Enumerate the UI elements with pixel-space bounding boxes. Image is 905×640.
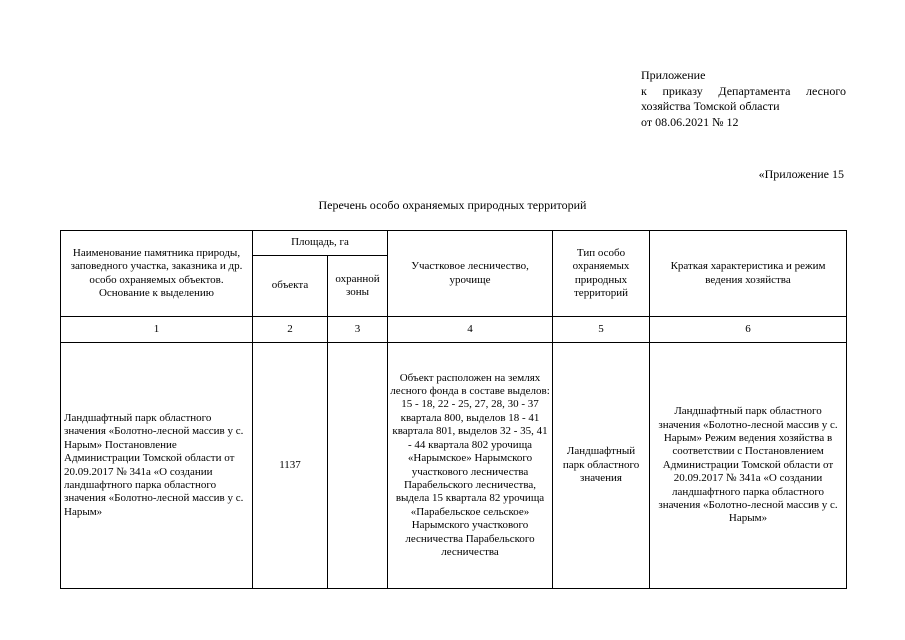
- header-type: Тип особо охраняемых природных территорий: [553, 231, 650, 317]
- header-area-object: объекта: [253, 256, 328, 317]
- cell-name: Ландшафтный парк областного значения «Болотно-лесной массив у с. Нарым» Постановление Администрации Томской области от 20.09.2017 № 341а «О создании ландшафтного парка областного значения «Болотно-лесной массив у с. Нарым»: [61, 343, 253, 589]
- header-description: Краткая характеристика и режим ведения хозяйства: [650, 231, 847, 317]
- column-numbers-row: [61, 317, 847, 343]
- appendix-line-2: к приказу Департамента лесного: [641, 83, 846, 98]
- cell-type: Ландшафтный парк областного значения: [553, 343, 650, 589]
- table-row: [61, 343, 847, 589]
- header-name: Наименование памятника природы, заповедного участка, заказника и др. особо охраняемых объектов. Основание к выделению: [61, 231, 253, 317]
- appendix-reference: «Приложение 15: [758, 167, 844, 181]
- header-forestry: Участковое лесничество, урочище: [388, 231, 553, 317]
- appendix-header: [641, 68, 846, 130]
- cell-forestry: Объект расположен на землях лесного фонда в составе выделов: 15 - 18, 22 - 25, 27, 28, 30 - 37 квартала 800, выделов 18 - 41 квартала 801, выделов 32 - 35, 41 - 44 квартала 802 урочища «Нарымское» Нарымского участкового лесничества Парабельского лесничества, выдела 15 квартала 82 урочища «Парабельское сельское» Нарымского участкового лесничества Парабельского лесничества: [388, 343, 553, 589]
- header-row-1: [61, 231, 847, 256]
- cell-area-object: 1137: [253, 343, 328, 589]
- appendix-line-4: от 08.06.2021 № 12: [641, 114, 739, 129]
- cell-area-zone: [328, 343, 388, 589]
- header-area: Площадь, га: [253, 231, 388, 256]
- cell-description: Ландшафтный парк областного значения «Болотно-лесной массив у с. Нарым» Режим ведения хозяйства в соответствии с Постановлением Администрации Томской области от 20.09.2017 № 341а «О создании ландшафтного парка областного значения «Болотно-лесной массив у с. Нарым»: [650, 343, 847, 589]
- column-number: 1: [61, 317, 253, 343]
- column-number: 5: [553, 317, 650, 343]
- column-number: 6: [650, 317, 847, 343]
- column-number: 2: [253, 317, 328, 343]
- column-number: 3: [328, 317, 388, 343]
- appendix-line-1: Приложение: [641, 68, 706, 82]
- column-number: 4: [388, 317, 553, 343]
- document-title: Перечень особо охраняемых природных территорий: [318, 198, 587, 212]
- appendix-line-3: хозяйства Томской области: [641, 99, 780, 113]
- territories-table: [60, 230, 847, 589]
- header-area-zone: охранной зоны: [328, 256, 388, 317]
